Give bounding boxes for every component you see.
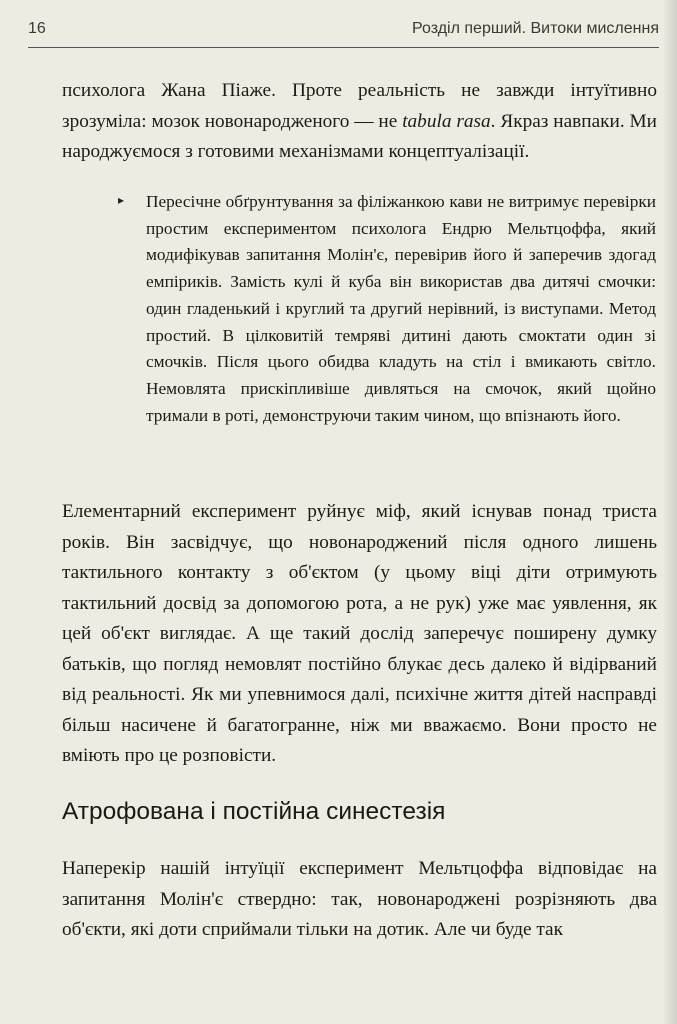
latin-term: tabula rasa [402,110,491,132]
body-paragraph-2: Елементарний експеримент руйнує міф, який існував понад триста років. Він засвідчує, що новонароджений після одного лишень тактильного контакту з об'єктом (у цьому віці діти отримують тактильний досвід за допомогою рота, а не рук) уже має уявлення, як цей об'єкт виглядає. А ще такий дослід заперечує поширену думку батьків, що погляд немовлят постійно блукає десь далеко й відірваний від реальності. Як ми упевнимося далі, психічне життя дітей насправді більш насичене й багатогранне, ніж ми вважаємо. Вони просто не вміють про це розповісти. [62,501,657,766]
bullet-paragraph: Пересічне обґрунтування за філіжанкою кави не витримує перевірки простим експериментом психолога Ендрю Мельтцоффа, який модифікував запитання Молін'є, перевірив його й заперечив здогад емпіриків. Замість кулі й куба він використав два дитячі смочки: один гладенький і круглий та другий нерівний, із виступами. Метод простий. В цілковитій темряві дитині дають смоктати один зі смочків. Після цього обидва кладуть на стіл і вмикають світло. Немовлята прискіпливіше дивляться на смочок, який щойно тримали в роті, демонструючи таким чином, що впізнають його. [146,192,656,425]
header-rule [28,47,659,48]
bullet-marker-icon: ▸ [118,193,125,207]
page-number: 16 [28,20,46,37]
running-title: Розділ перший. Витоки мислення [412,20,659,37]
section-heading: Атрофована і постійна синестезія [62,798,446,825]
paragraph-1-end: . Якраз навпаки. Ми народжуємося з готовими механізмами концептуалізації. [62,110,657,162]
body-paragraph-3: Наперекір нашій інтуїції експеримент Мельтцоффа відповідає на запитання Молін'є ствердно: так, новонароджені розрізняють два об'єкти, які доти сприймали тільки на дотик. Але чи буде так [62,858,657,940]
page-header [28,20,659,42]
page-edge-shadow [663,0,677,1024]
paragraph-1-start: психолога Жана Піаже. Проте реальність не завжди інтуїтивно зрозуміла: мозок новонародженого — не [62,80,657,132]
body-paragraph-1 [62,76,657,168]
